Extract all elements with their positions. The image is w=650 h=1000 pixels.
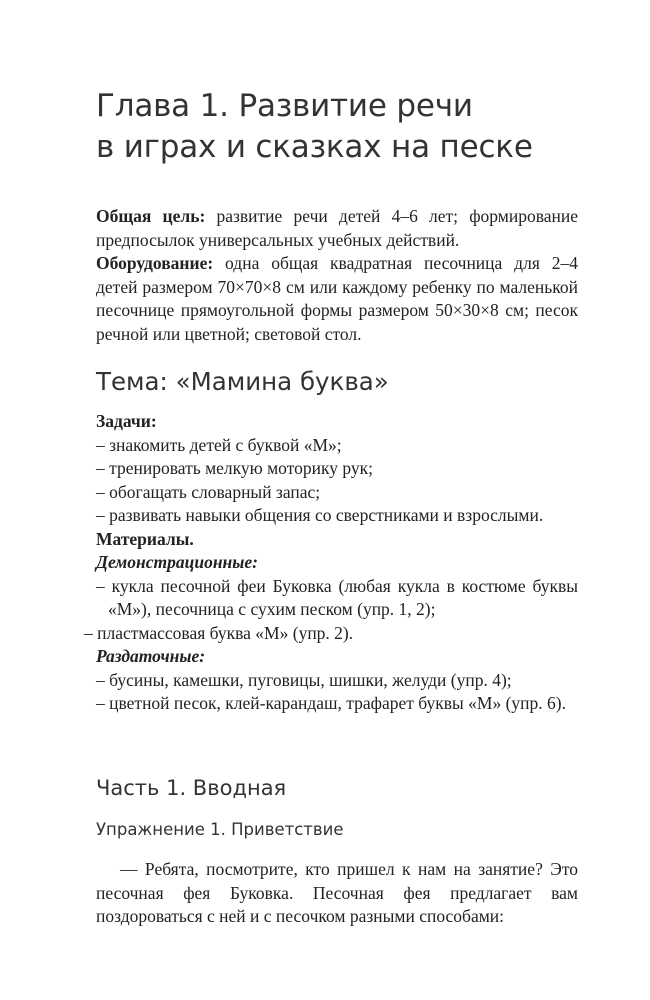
general-goal-paragraph — [96, 205, 578, 252]
equipment-label: Оборудование: — [96, 253, 214, 273]
tasks-label: Задачи: — [96, 411, 157, 431]
task-item: – обогащать словарный запас; — [96, 481, 321, 502]
tasks-section — [84, 410, 578, 716]
chapter-intro — [96, 205, 578, 346]
chapter-title-line-2: в играх и сказках на песке — [96, 129, 533, 165]
equipment-text: одна общая квадратная песочница для 2–4 детей размером 70×70×8 см или каждому ребенку по маленькой песочнице прямоугольной формы размером 50×30×8 см; песок речной или цветной; световой стол. — [96, 253, 578, 344]
materials-label: Материалы. — [96, 528, 194, 549]
handout-material-item: – цветной песок, клей-карандаш, трафарет буквы «М» (упр. 6). — [96, 693, 566, 713]
chapter-title-line-1: Глава 1. Развитие речи — [96, 88, 473, 124]
equipment-paragraph — [96, 252, 578, 346]
task-item: – знакомить детей с буквой «М»; — [96, 434, 342, 455]
handout-material-item: – бусины, камешки, пуговицы, шишки, желуди (упр. 4); — [96, 669, 512, 690]
demo-materials-label: Демонстрационные: — [96, 552, 259, 572]
exercise-title: Упражнение 1. Приветствие — [96, 820, 344, 839]
topic-title: Тема: «Мамина буква» — [96, 367, 389, 396]
task-item: – тренировать мелкую моторику рук; — [96, 458, 374, 478]
handout-materials-label: Раздаточные: — [96, 646, 206, 666]
general-goal-text: развитие речи детей 4–6 лет; формирование предпосылок универсальных учебных действий. — [96, 206, 579, 250]
chapter-title — [96, 86, 578, 168]
task-item: – развивать навыки общения со сверстниками и взрослыми. — [96, 505, 544, 525]
part-title: Часть 1. Вводная — [96, 776, 287, 800]
exercise-paragraph: — Ребята, посмотрите, кто пришел к нам на занятие? Это песочная фея Буковка. Песочная фея предлагает вам поздороваться с ней и с песочком разными способами: — [96, 859, 578, 926]
demo-material-item: – пластмассовая буква «М» (упр. 2). — [84, 622, 354, 643]
general-goal-label: Общая цель: — [96, 206, 206, 226]
exercise-body — [96, 858, 578, 929]
demo-material-item: – кукла песочной феи Буковка (любая кукла в костюме буквы «М»), песочница с сухим песком (упр. 1, 2); — [96, 575, 578, 619]
